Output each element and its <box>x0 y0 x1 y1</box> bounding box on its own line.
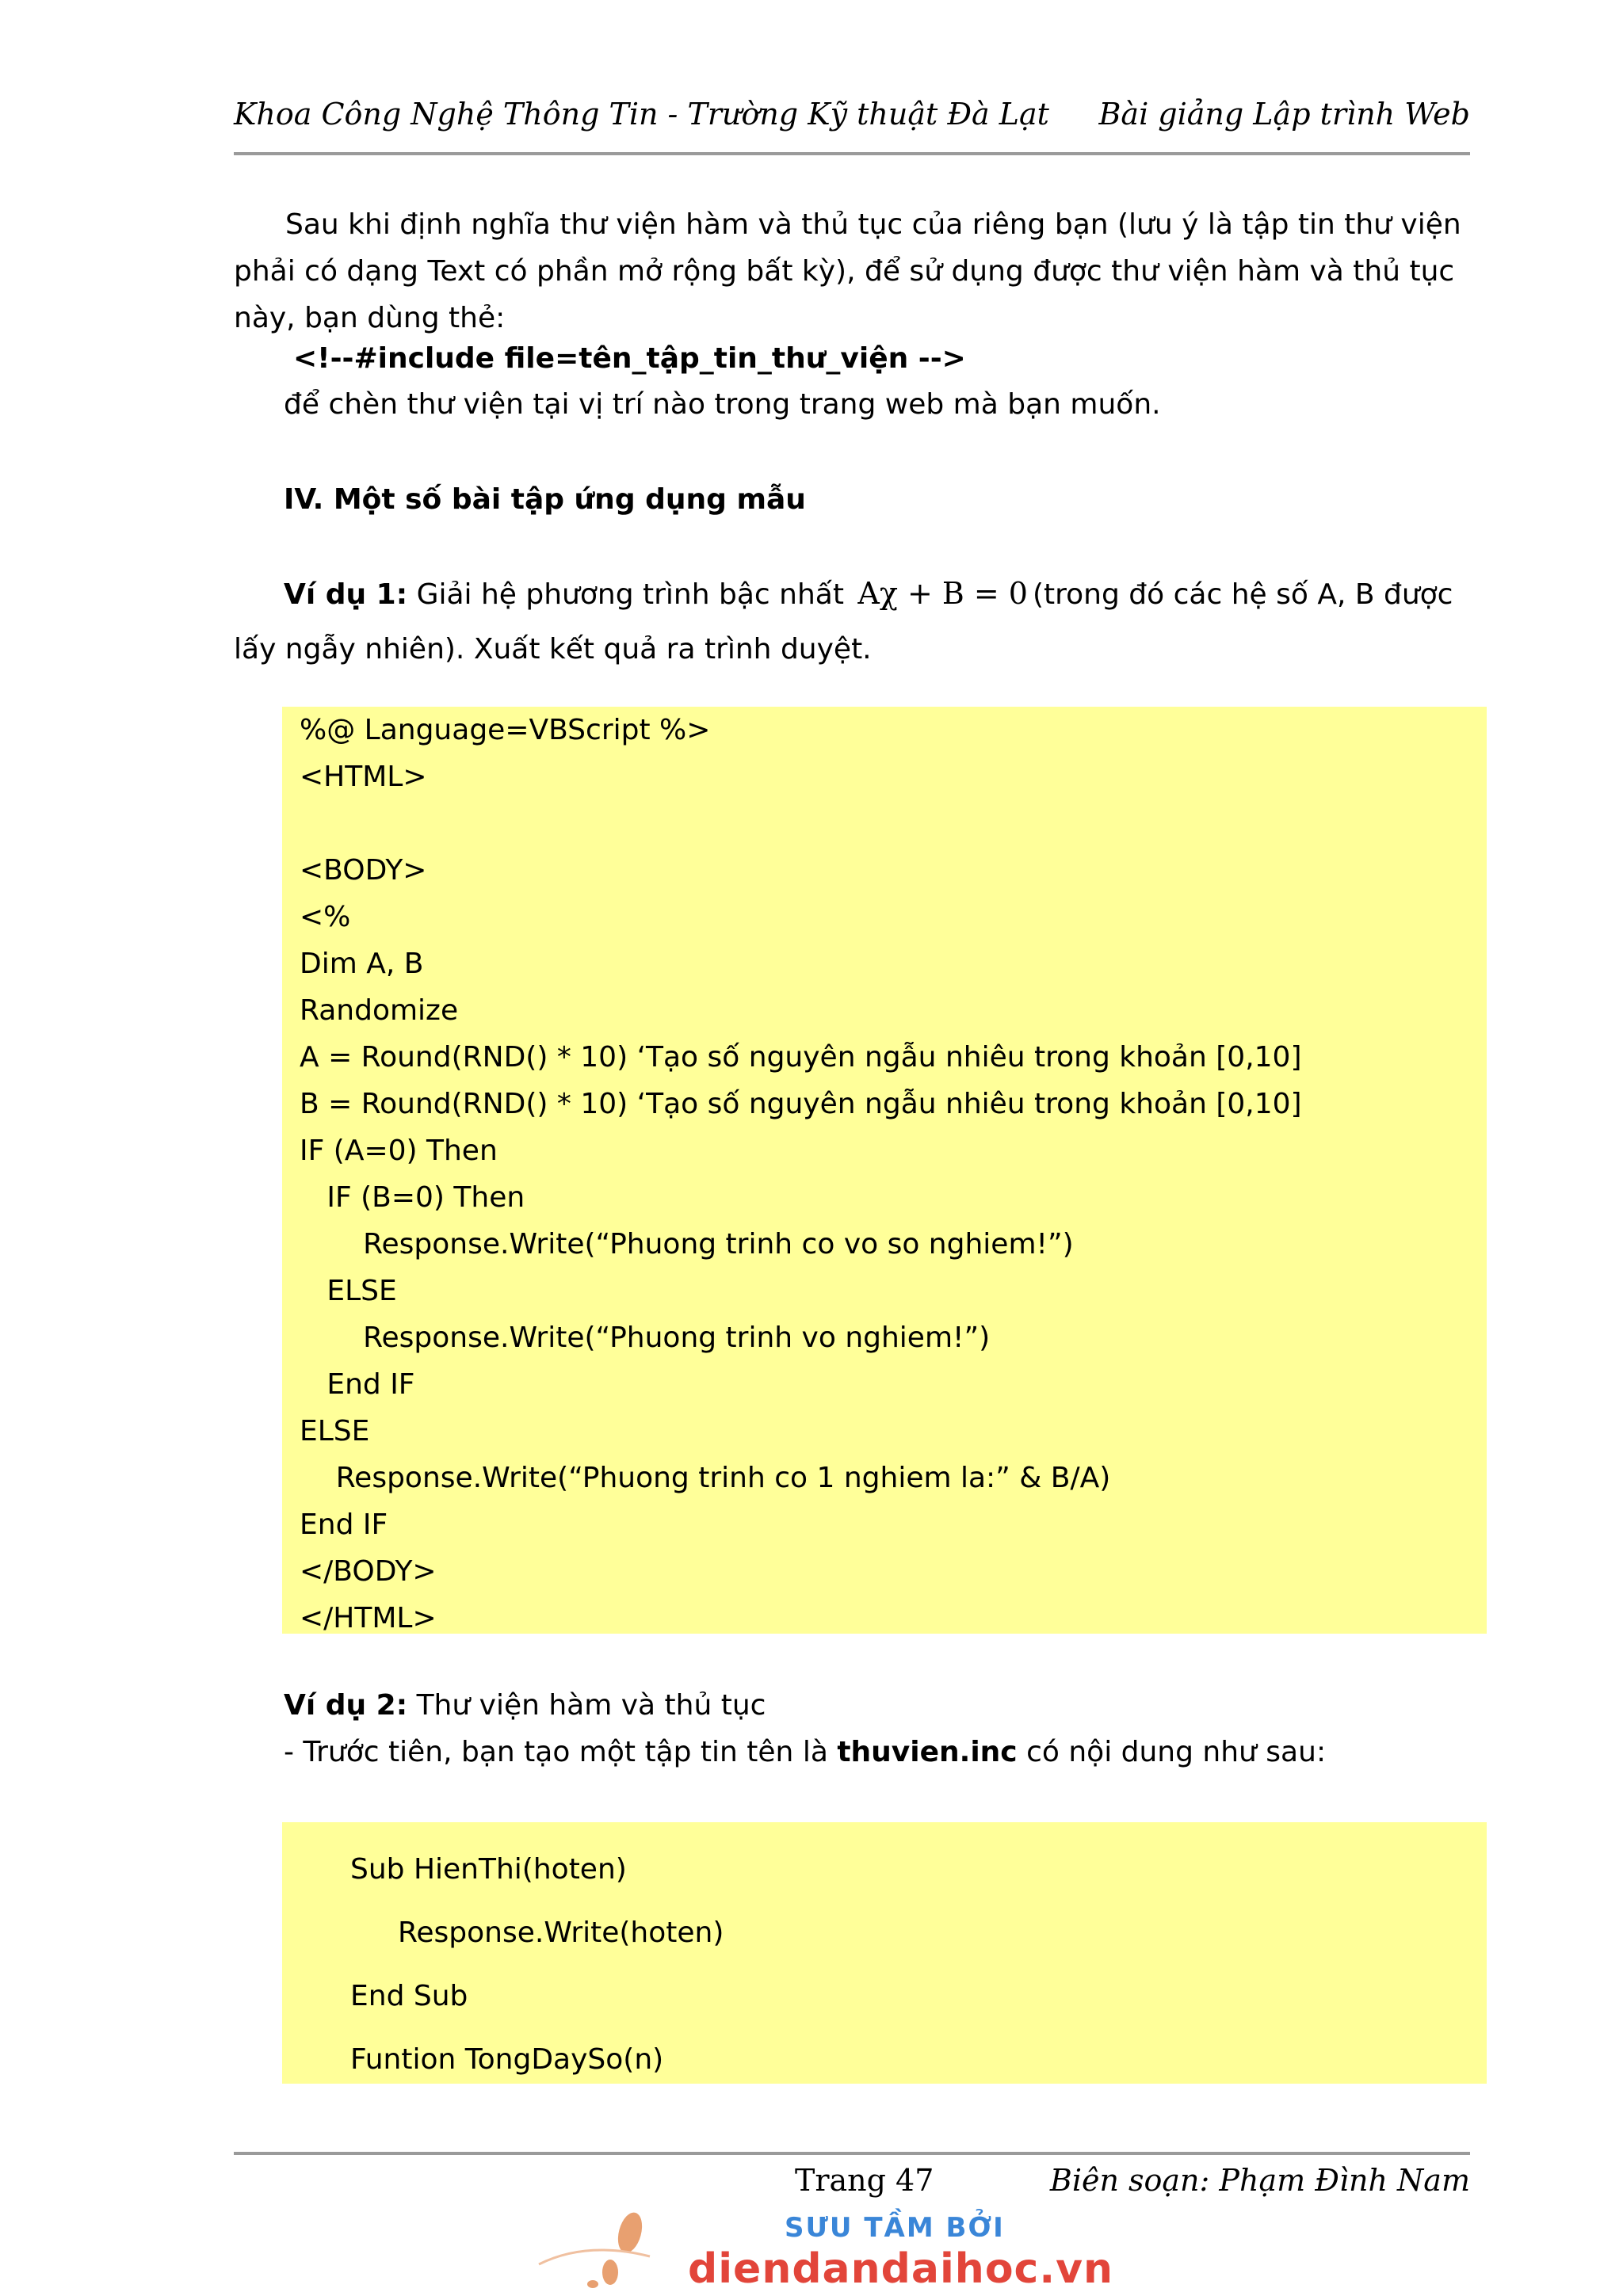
code-line: %@ Language=VBScript %> <box>300 714 711 746</box>
equation: Aχ + B = 0 <box>857 576 1028 611</box>
code-line: Response.Write(“Phuong trinh co vo so nghiem!”) <box>300 1228 1074 1261</box>
code-line: </HTML> <box>300 1602 437 1634</box>
code-line: ELSE <box>300 1415 370 1447</box>
code-line: IF (A=0) Then <box>300 1135 498 1167</box>
example1-description <box>234 566 1470 677</box>
include-explanation: để chèn thư viện tại vị trí nào trong trang web mà bạn muốn. <box>284 388 1161 421</box>
example2-heading <box>284 1689 766 1722</box>
header-course-title: Bài giảng Lập trình Web <box>1098 97 1470 132</box>
page-number: Trang 47 <box>795 2163 934 2198</box>
example1-text-after: (trong đó các hệ số A, B được lấy ngẫy nhiên). Xuất kết quả ra trình duyệt. <box>234 578 1453 666</box>
code-line: Sub HienThi(hoten) <box>350 1853 627 1886</box>
code-line: End IF <box>300 1508 388 1541</box>
code-line: <BODY> <box>300 854 427 887</box>
code-line: End IF <box>300 1368 415 1401</box>
code-line: Randomize <box>300 994 459 1027</box>
page-header <box>234 97 1470 155</box>
code-line: Response.Write(“Phuong trinh co 1 nghiem la:” & B/A) <box>300 1462 1111 1494</box>
code-line: </BODY> <box>300 1555 437 1588</box>
header-faculty: Khoa Công Nghệ Thông Tin - Trường Kỹ thuật Đà Lạt <box>234 97 1049 132</box>
footer-divider <box>234 2152 1470 2155</box>
example1-text-before: Giải hệ phương trình bậc nhất <box>407 578 854 611</box>
code-line: IF (B=0) Then <box>300 1181 525 1214</box>
instruction-after: có nội dung như sau: <box>1017 1736 1327 1768</box>
example2-label: Ví dụ 2: <box>284 1689 408 1722</box>
include-directive: <!--#include file=tên_tập_tin_thư_viện --> <box>293 342 966 375</box>
example2-title: Thư viện hàm và thủ tục <box>407 1689 766 1722</box>
example2-code-block <box>282 1822 1487 2084</box>
code-line: <% <box>300 901 351 933</box>
example1-label: Ví dụ 1: <box>284 578 408 611</box>
code-line: Response.Write(hoten) <box>398 1917 724 1949</box>
watermark-top-text: SƯU TẦM BỞI <box>785 2212 1005 2244</box>
code-line: <HTML> <box>300 761 427 793</box>
instruction-before: - Trước tiên, bạn tạo một tập tin tên là <box>284 1736 838 1768</box>
code-line: B = Round(RND() * 10) ‘Tạo số nguyên ngẫu nhiêu trong khoản [0,10] <box>300 1088 1302 1120</box>
example2-instruction <box>284 1736 1326 1768</box>
footprints-icon <box>523 2193 682 2296</box>
code-line: End Sub <box>350 1980 468 2012</box>
watermark-logo <box>523 2193 1114 2296</box>
section-heading: IV. Một số bài tập ứng dụng mẫu <box>284 483 806 516</box>
intro-paragraph: Sau khi định nghĩa thư viện hàm và thủ tục của riêng bạn (lưu ý là tập tin thư viện phải có dạng Text có phần mở rộng bất kỳ), để sử dụng được thư viện hàm và thủ tục này, bạn dùng thẻ: <box>234 208 1461 334</box>
code-line: ELSE <box>300 1275 397 1307</box>
watermark-site-text: diendandaihoc.vn <box>688 2245 1114 2293</box>
code-line: A = Round(RND() * 10) ‘Tạo số nguyên ngẫu nhiêu trong khoản [0,10] <box>300 1041 1302 1074</box>
code-line: Funtion TongDaySo(n) <box>350 2043 664 2076</box>
example1-code-block <box>282 707 1487 1634</box>
code-line: Dim A, B <box>300 948 424 980</box>
filename: thuvien.inc <box>837 1736 1018 1768</box>
author-credit: Biên soạn: Phạm Đình Nam <box>1049 2163 1470 2198</box>
code-line: Response.Write(“Phuong trinh vo nghiem!”) <box>300 1322 991 1354</box>
